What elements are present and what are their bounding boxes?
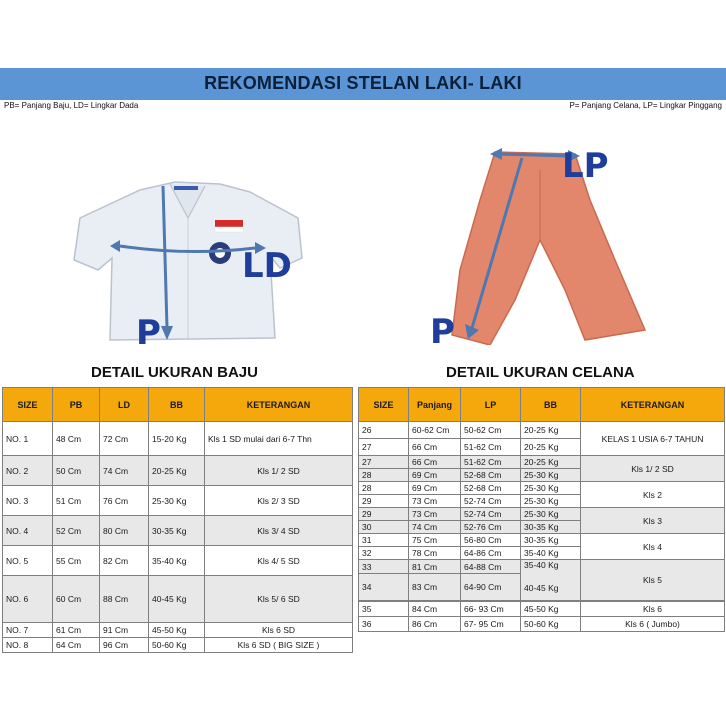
- cell-bb: 50-60 Kg: [149, 638, 205, 653]
- cell-size: 27: [359, 456, 409, 469]
- table-row: [359, 560, 725, 574]
- cell-pb: 60 Cm: [53, 576, 100, 623]
- cell-pb: 64 Cm: [53, 638, 100, 653]
- shirt-ld-label: LD: [242, 246, 292, 286]
- page-title: REKOMENDASI STELAN LAKI- LAKI: [204, 73, 522, 93]
- cell-lp: 64-88 Cm: [461, 560, 521, 574]
- shirt-p-label: P: [136, 313, 161, 353]
- cell-pb: 51 Cm: [53, 486, 100, 516]
- cell-bb: 20-25 Kg: [521, 439, 581, 456]
- cell-bb: 30-35 Kg: [521, 534, 581, 547]
- header-bb: BB: [149, 388, 205, 422]
- cell-ld: 88 Cm: [100, 576, 149, 623]
- cell-lp: 51-62 Cm: [461, 439, 521, 456]
- cell-panjang: 83 Cm: [409, 574, 461, 601]
- cell-lp: 52-74 Cm: [461, 508, 521, 521]
- cell-panjang: 86 Cm: [409, 617, 461, 632]
- cell-size: NO. 8: [3, 638, 53, 653]
- table-row: [359, 508, 725, 521]
- cell-lp: 51-62 Cm: [461, 456, 521, 469]
- cell-keterangan: Kls 5/ 6 SD: [205, 576, 353, 623]
- header-keterangan: KETERANGAN: [581, 388, 725, 422]
- cell-lp: 50-62 Cm: [461, 422, 521, 439]
- cell-lp: 52-76 Cm: [461, 521, 521, 534]
- header-ld: LD: [100, 388, 149, 422]
- cell-panjang: 84 Cm: [409, 602, 461, 617]
- cell-bb: 20-25 Kg: [521, 422, 581, 439]
- cell-size: 32: [359, 547, 409, 560]
- cell-lp: 67- 95 Cm: [461, 617, 521, 632]
- cell-size: 31: [359, 534, 409, 547]
- cell-bb: 20-25 Kg: [521, 456, 581, 469]
- cell-bb: 20-25 Kg: [149, 456, 205, 486]
- table-row: [3, 546, 353, 576]
- table-row: [3, 422, 353, 456]
- table-row: [3, 576, 353, 623]
- pants-table-header: [359, 388, 725, 422]
- table-row: [3, 516, 353, 546]
- cell-size: NO. 4: [3, 516, 53, 546]
- cell-panjang: 69 Cm: [409, 482, 461, 495]
- cell-lp: 52-68 Cm: [461, 469, 521, 482]
- header-lp: LP: [461, 388, 521, 422]
- cell-keterangan: Kls 6 SD: [205, 623, 353, 638]
- cell-bb: 25-30 Kg: [521, 482, 581, 495]
- cell-bb: 35-40 Kg: [149, 546, 205, 576]
- cell-bb: 25-30 Kg: [521, 469, 581, 482]
- cell-pb: 52 Cm: [53, 516, 100, 546]
- cell-keterangan: Kls 3: [581, 508, 725, 534]
- header-keterangan: KETERANGAN: [205, 388, 353, 422]
- cell-panjang: 60-62 Cm: [409, 422, 461, 439]
- cell-bb: 45-50 Kg: [521, 602, 581, 617]
- cell-bb: 25-30 Kg: [521, 508, 581, 521]
- legend-shirt: PB= Panjang Baju, LD= Lingkar Dada: [4, 101, 139, 110]
- cell-lp: 56-80 Cm: [461, 534, 521, 547]
- table-row: [359, 422, 725, 439]
- table-row: [3, 456, 353, 486]
- cell-ld: 82 Cm: [100, 546, 149, 576]
- cell-panjang: 78 Cm: [409, 547, 461, 560]
- cell-keterangan: Kls 2/ 3 SD: [205, 486, 353, 516]
- cell-size: NO. 7: [3, 623, 53, 638]
- cell-ld: 76 Cm: [100, 486, 149, 516]
- table-row: [359, 602, 725, 617]
- cell-lp: 52-68 Cm: [461, 482, 521, 495]
- table-row: [359, 456, 725, 469]
- cell-bb: 15-20 Kg: [149, 422, 205, 456]
- cell-panjang: 81 Cm: [409, 560, 461, 574]
- cell-ld: 74 Cm: [100, 456, 149, 486]
- cell-keterangan: Kls 6 SD ( BIG SIZE ): [205, 638, 353, 653]
- cell-keterangan: Kls 2: [581, 482, 725, 508]
- cell-pb: 55 Cm: [53, 546, 100, 576]
- pants-size-table: [358, 387, 725, 632]
- cell-panjang: 73 Cm: [409, 508, 461, 521]
- cell-size: 27: [359, 439, 409, 456]
- pants-table-title: DETAIL UKURAN CELANA: [446, 364, 635, 381]
- cell-keterangan: Kls 1/ 2 SD: [205, 456, 353, 486]
- cell-lp: 64-86 Cm: [461, 547, 521, 560]
- cell-size: 28: [359, 482, 409, 495]
- cell-keterangan: Kls 6: [581, 602, 725, 617]
- table-row: [3, 638, 353, 653]
- cell-size: 33: [359, 560, 409, 574]
- cell-ld: 96 Cm: [100, 638, 149, 653]
- cell-keterangan: Kls 4/ 5 SD: [205, 546, 353, 576]
- cell-size: 29: [359, 508, 409, 521]
- pants-illustration: [440, 140, 660, 345]
- header-bb: BB: [521, 388, 581, 422]
- cell-size: 29: [359, 495, 409, 508]
- cell-lp: 66- 93 Cm: [461, 602, 521, 617]
- cell-keterangan: Kls 5: [581, 560, 725, 601]
- cell-panjang: 66 Cm: [409, 456, 461, 469]
- cell-pb: 50 Cm: [53, 456, 100, 486]
- table-row: [359, 534, 725, 547]
- legend-pants: P= Panjang Celana, LP= Lingkar Pinggang: [569, 101, 722, 110]
- cell-keterangan: Kls 1/ 2 SD: [581, 456, 725, 482]
- cell-lp: 64-90 Cm: [461, 574, 521, 601]
- cell-keterangan: Kls 4: [581, 534, 725, 560]
- cell-bb: 50-60 Kg: [521, 617, 581, 632]
- cell-size: NO. 6: [3, 576, 53, 623]
- cell-bb-value: 35-40 Kg: [524, 560, 559, 570]
- cell-keterangan: Kls 6 ( Jumbo): [581, 617, 725, 632]
- cell-bb: 40-45 Kg: [149, 576, 205, 623]
- shirt-size-table: [2, 387, 353, 653]
- cell-bb-value: 40-45 Kg: [524, 583, 559, 593]
- header-size: SIZE: [359, 388, 409, 422]
- cell-panjang: 73 Cm: [409, 495, 461, 508]
- pants-p-label: P: [430, 312, 455, 352]
- cell-bb: 25-30 Kg: [521, 495, 581, 508]
- cell-pb: 48 Cm: [53, 422, 100, 456]
- cell-size: NO. 3: [3, 486, 53, 516]
- cell-keterangan: Kls 1 SD mulai dari 6-7 Thn: [205, 422, 353, 456]
- cell-size: NO. 1: [3, 422, 53, 456]
- cell-lp: 52-74 Cm: [461, 495, 521, 508]
- shirt-table-header: [3, 388, 353, 422]
- cell-size: NO. 2: [3, 456, 53, 486]
- header-size: SIZE: [3, 388, 53, 422]
- cell-keterangan: KELAS 1 USIA 6-7 TAHUN: [581, 422, 725, 456]
- cell-ld: 91 Cm: [100, 623, 149, 638]
- cell-panjang: 69 Cm: [409, 469, 461, 482]
- cell-panjang: 75 Cm: [409, 534, 461, 547]
- header-panjang: Panjang: [409, 388, 461, 422]
- cell-ld: 80 Cm: [100, 516, 149, 546]
- cell-bb: 25-30 Kg: [149, 486, 205, 516]
- cell-bb: 30-35 Kg: [149, 516, 205, 546]
- header-pb: PB: [53, 388, 100, 422]
- cell-size: 35: [359, 602, 409, 617]
- cell-size: 30: [359, 521, 409, 534]
- cell-pb: 61 Cm: [53, 623, 100, 638]
- cell-size: 26: [359, 422, 409, 439]
- cell-bb: 30-35 Kg: [521, 521, 581, 534]
- table-row: [3, 486, 353, 516]
- cell-size: 34: [359, 574, 409, 601]
- cell-ld: 72 Cm: [100, 422, 149, 456]
- cell-size: 28: [359, 469, 409, 482]
- table-row: [359, 482, 725, 495]
- shirt-table-title: DETAIL UKURAN BAJU: [91, 364, 258, 381]
- pants-lp-label: LP: [562, 146, 609, 186]
- cell-bb: 45-50 Kg: [149, 623, 205, 638]
- cell-keterangan: Kls 3/ 4 SD: [205, 516, 353, 546]
- table-row: [3, 623, 353, 638]
- cell-bb: [521, 560, 581, 601]
- cell-bb: 35-40 Kg: [521, 547, 581, 560]
- table-row: [359, 617, 725, 632]
- cell-panjang: 74 Cm: [409, 521, 461, 534]
- cell-size: 36: [359, 617, 409, 632]
- cell-panjang: 66 Cm: [409, 439, 461, 456]
- cell-size: NO. 5: [3, 546, 53, 576]
